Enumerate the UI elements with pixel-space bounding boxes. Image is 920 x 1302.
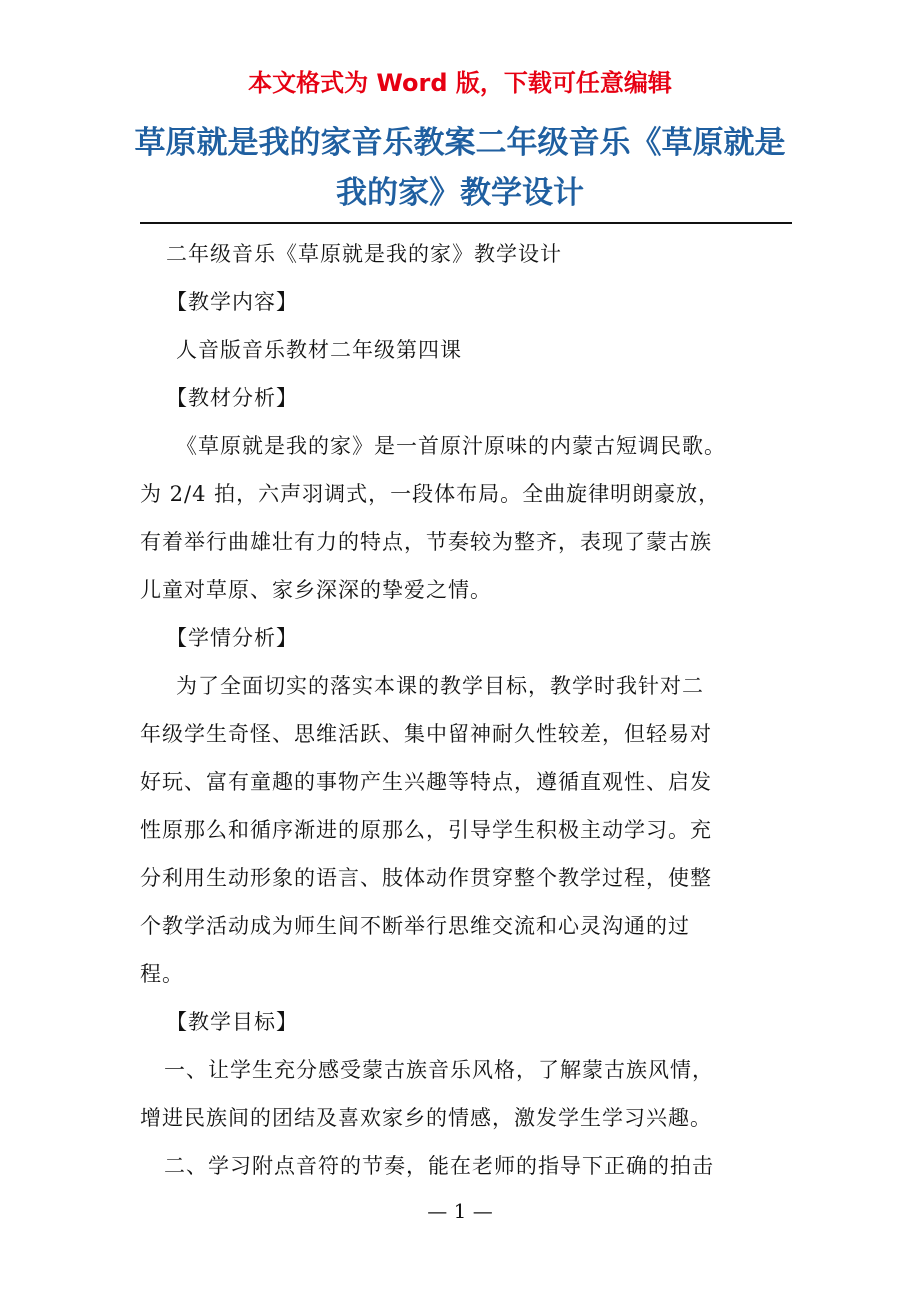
teaching-content-text: 人音版音乐教材二年级第四课 (176, 338, 462, 362)
paragraph-line: 分利用生动形象的语言、肢体动作贯穿整个教学过程，使整 (140, 866, 712, 890)
section-label-material-analysis: 【教材分析】 (166, 386, 298, 410)
title-divider (140, 222, 792, 224)
paragraph-line: 性原那么和循序渐进的原那么，引导学生积极主动学习。充 (140, 818, 712, 842)
paragraph-line: 有着举行曲雄壮有力的特点，节奏较为整齐，表现了蒙古族 (140, 530, 712, 554)
page-number: — 1 — (427, 1199, 493, 1223)
paragraph-line: 《草原就是我的家》是一首原汁原味的内蒙古短调民歌。 (176, 434, 726, 458)
section-label-learning-analysis: 【学情分析】 (166, 626, 298, 650)
document-body (140, 230, 792, 1190)
section-label-teaching-goals: 【教学目标】 (166, 1010, 298, 1034)
section-label-teaching-content: 【教学内容】 (166, 290, 298, 314)
paragraph-line: 个教学活动成为师生间不断举行思维交流和心灵沟通的过 (140, 914, 690, 938)
paragraph-line: 程。 (140, 962, 184, 986)
paragraph-line: 好玩、富有童趣的事物产生兴趣等特点，遵循直观性、启发 (140, 770, 712, 794)
document-title: 草原就是我的家音乐教案二年级音乐《草原就是我的家》教学设计 (134, 125, 786, 211)
format-notice: 本文格式为 Word 版，下载可任意编辑 (248, 69, 672, 97)
goal-line: 增进民族间的团结及喜欢家乡的情感，激发学生学习兴趣。 (140, 1106, 712, 1130)
paragraph-line: 为 2/4 拍，六声羽调式，一段体布局。全曲旋律明朗豪放， (140, 482, 721, 506)
goal-line: 二、学习附点音符的节奏，能在老师的指导下正确的拍击 (164, 1154, 714, 1178)
goal-line: 一、让学生充分感受蒙古族音乐风格，了解蒙古族风情， (164, 1058, 714, 1082)
paragraph-line: 儿童对草原、家乡深深的挚爱之情。 (140, 578, 492, 602)
paragraph-line: 为了全面切实的落实本课的教学目标，教学时我针对二 (176, 674, 704, 698)
body-heading: 二年级音乐《草原就是我的家》教学设计 (166, 242, 562, 266)
paragraph-line: 年级学生奇怪、思维活跃、集中留神耐久性较差，但轻易对 (140, 722, 712, 746)
